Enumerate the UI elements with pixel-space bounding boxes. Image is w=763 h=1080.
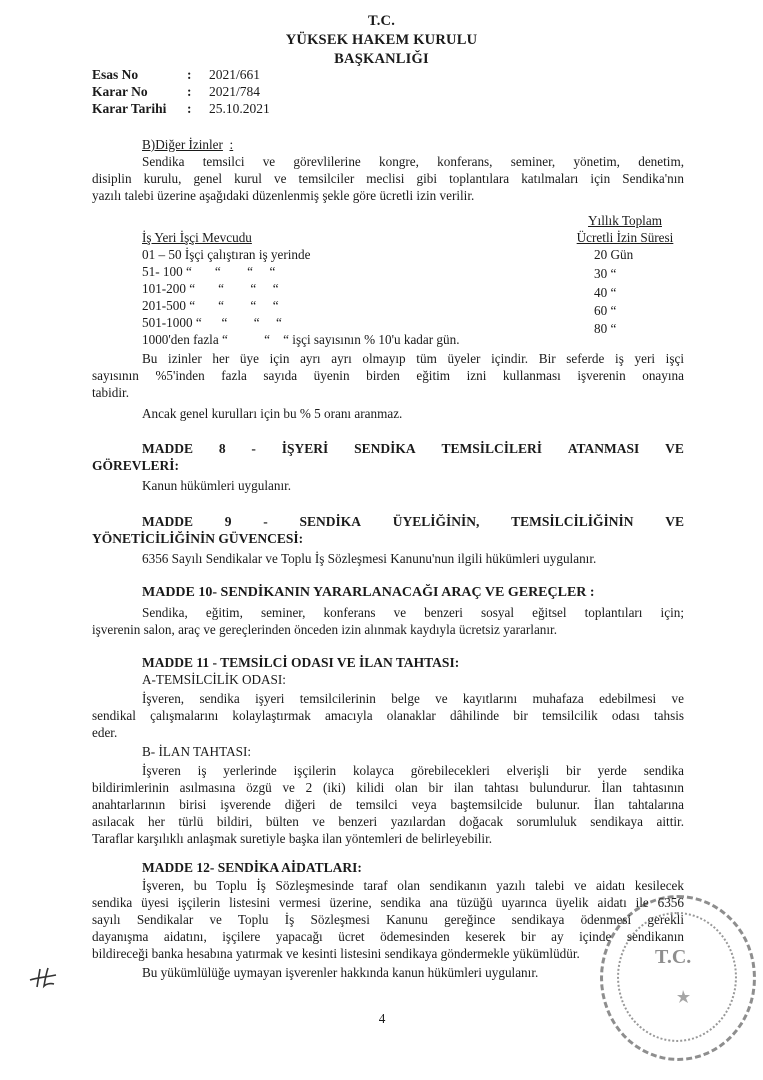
section-b-para1-line3: yazılı talebi üzerine aşağıdaki düzenlenmiş şekle göre ücretli izin verilir. [92,188,475,203]
heading-word: İŞYERİ [281,441,329,456]
page-number: 4 [378,1011,386,1026]
heading-word: 9 [224,514,232,529]
madde11-b-line1: İşveren iş yerlerinde işçilerin kolayca görebilecekleri elverişli bir yerde sendika [142,763,684,778]
heading-word: - [251,441,256,456]
madde11-b-line5: Taraflar karşılıklı anlaşmak suretiyle başka ilan yöntemleri de belirleyebilir. [92,831,493,846]
heading-word: ÜYELİĞİNİN, [392,514,480,529]
table-row-left: 101-200 “ “ “ “ [142,281,279,296]
madde10-heading-suffix: : [589,585,595,600]
initials-signature-icon [26,966,60,990]
section-b-para2-line3: tabidir. [92,385,129,400]
madde10-heading-text: MADDE 10- SENDİKANIN YARARLANACAĞI ARAÇ VE GEREÇLER [142,585,587,600]
header-presidency: BAŞKANLIĞI [334,51,429,67]
madde11-heading: MADDE 11 - TEMSİLCİ ODASI VE İLAN TAHTASI: [142,655,460,670]
madde10-line2: işverenin salon, araç ve gereçlerinden önceden izin alınmak kaydıyla ücretsiz yararlanır. [92,622,558,637]
table-row-left: 201-500 “ “ “ “ [142,298,279,313]
section-b-title-suffix: : [229,137,234,152]
madde11-b-line2: bildirimlerinin asılmasına özgü ve 2 (iki) kilidi olan bir ilan tahtası bulundurur. İlan tahtasının [92,780,684,795]
madde11-sub-a: A-TEMSİLCİLİK ODASI: [142,672,286,687]
table-row-right: 30 “ [594,266,617,281]
meta-value: 25.10.2021 [209,101,270,116]
madde11-a-line3: eder. [92,725,118,740]
heading-word: ATANMASI [567,441,640,456]
madde8-heading-line2: GÖREVLERİ: [92,458,180,473]
table-row-right: 20 Gün [594,247,634,262]
stamp-text: T.C. [655,946,692,968]
madde12-last: Bu yükümlülüğe uymayan işverenler hakkında kanun hükümleri uygulanır. [142,965,539,980]
madde10-line1: Sendika, eğitim, seminer, konferans ve benzeri sosyal eğitsel toplantıları için; [142,605,684,620]
table-right-header-1: Yıllık Toplam [588,213,662,228]
section-b-para3: Ancak genel kurulları için bu % 5 oranı aranmaz. [142,406,403,421]
heading-word: SENDİKA [299,514,362,529]
madde11-a-line2: sendikal çalışmalarını kolaylaştırmak amacıyla olanaklar dâhilinde bir temsilcilik odası tahsis [92,708,684,723]
madde12-line4: dayanışma aidatını, işçilere yapacağı ücret ödemesinden keserek bir ay içinde sendikanın [92,929,684,944]
table-left-header: İş Yeri İşçi Mevcudu [142,230,252,245]
heading-word: - [263,514,268,529]
madde12-line1: İşveren, bu Toplu İş Sözleşmesinde taraf olan sendikanın yazılı talebi ve aidatı kesilecek [142,878,684,893]
heading-word: MADDE [142,514,193,529]
table-row-right: 60 “ [594,303,617,318]
section-b-title [142,136,233,153]
meta-label: Karar Tarihi [92,101,167,116]
stamp-inner-ring [617,912,737,1042]
heading-word: SENDİKA [354,441,416,456]
meta-label: Karar No [92,84,148,99]
table-row-left: 501-1000 “ “ “ “ [142,315,282,330]
meta-value: 2021/661 [209,67,261,82]
table-row-right: 80 “ [594,321,617,336]
madde12-line2: sendika üyesi işçilerin listesini vermesi üzerine, sendika ana tüzüğü uyarınca üyelik aidatı ile 6356 [92,895,684,910]
madde8-body: Kanun hükümleri uygulanır. [142,478,292,493]
meta-sep: : [187,67,192,82]
heading-word: MADDE [142,441,193,456]
table-row-left: 01 – 50 İşçi çalıştıran iş yerinde [142,247,311,262]
heading-word: VE [665,514,684,529]
madde11-a-line1: İşveren, sendika işyeri temsilcilerinin belge ve kayıtlarını muhafaza edebilmesi ve [142,691,684,706]
meta-row-karar [92,84,352,101]
meta-sep: : [187,101,192,116]
heading-word: TEMSİLCİLERİ [441,441,542,456]
madde12-line5: bildireceği banka hesabına yatırmak ve kesinti listesini sendikaya göndermekle yükümlüdür. [92,946,580,961]
meta-label: Esas No [92,67,139,82]
table-right-header-2: Ücretli İzin Süresi [576,230,674,245]
table-row-left: 51- 100 “ “ “ “ [142,264,276,279]
section-b-para1-line1: Sendika temsilci ve görevlilerine kongre, konferans, seminer, yönetim, denetim, [142,154,684,169]
table-last-row: 1000'den fazla “ “ “ işçi sayısının % 10'u kadar gün. [142,332,460,347]
madde9-heading-line2: YÖNETİCİLİĞİNİN GÜVENCESİ: [92,531,304,546]
meta-row-esas [92,67,352,84]
heading-word: 8 [218,441,226,456]
heading-word: VE [665,441,684,456]
section-b-para2-line2: sayısının %5'inden fazla sayıda üyenin birden eğitim izni kullanması işverenin onayına [92,368,684,383]
meta-value: 2021/784 [209,84,261,99]
meta-block [92,67,352,118]
meta-sep: : [187,84,192,99]
madde9-body: 6356 Sayılı Sendikalar ve Toplu İş Sözleşmesi Kanunu'nun ilgili hükümleri uygulanır. [142,551,597,566]
madde10-heading [142,585,595,601]
madde12-heading: MADDE 12- SENDİKA AİDATLARI: [142,860,362,875]
madde8-heading-line1 [142,441,684,457]
madde11-b-line3: anahtarlarının birisi işverende diğeri de temsilci veya baştemsilcide bulunur. İlan tahtalarına [92,797,684,812]
section-b-para1-line2: disiplin kurulu, genel kurul ve temsilciler meclisi gibi toplantılara katılmaları için Sendika'nın [92,171,684,186]
madde11-b-line4: asılacak her türlü bildiri, bülten ve benzeri yazılardan doğacak sorumluluk sendikaya aittir. [92,814,684,829]
official-stamp-icon [600,895,756,1061]
heading-word: TEMSİLCİLİĞİNİN [511,514,634,529]
header-institution: YÜKSEK HAKEM KURULU [285,32,478,48]
madde9-heading-line1 [142,514,684,530]
madde12-line3: sayılı Sendikalar ve Toplu İş Sözleşmesi Kanunu gereğince sendikaya ödenmesi gerekli [92,912,684,927]
stamp-crescent-icon [653,978,697,1012]
table-row-right: 40 “ [594,285,617,300]
meta-row-tarih [92,101,352,118]
section-b-para2-line1: Bu izinler her üye için ayrı ayrı olmayıp tüm üyeler içindir. Bir seferde iş yeri işçi [142,351,684,366]
madde11-sub-b: B- İLAN TAHTASI: [142,744,251,759]
header-tc: T.C. [367,13,396,29]
section-b-title-text: B)Diğer İzinler [142,137,223,152]
